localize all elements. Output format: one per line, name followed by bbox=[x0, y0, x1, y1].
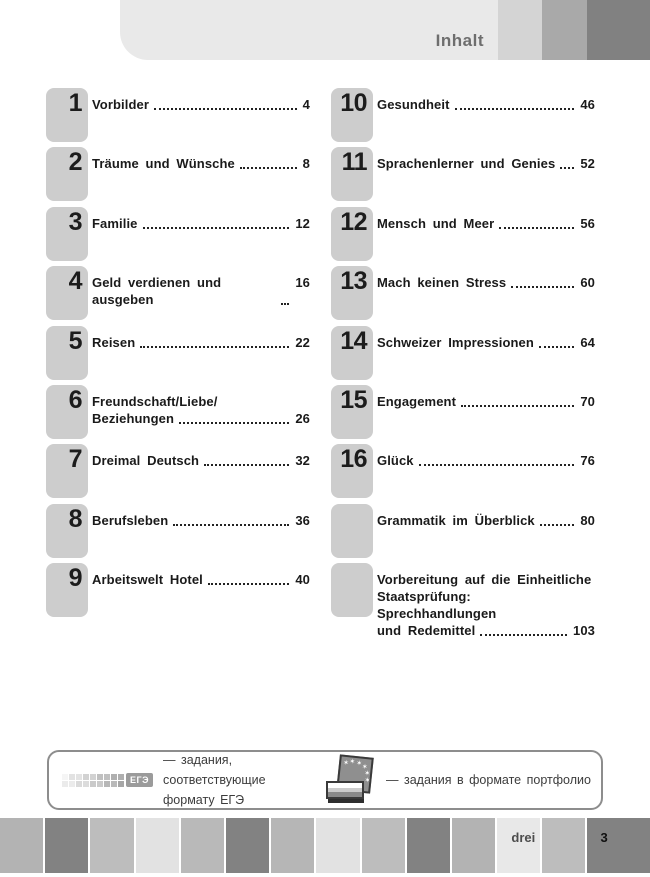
chapter-number: 8 bbox=[68, 504, 82, 533]
toc-entry bbox=[46, 266, 310, 320]
star-icon: ✶ bbox=[355, 760, 363, 768]
dotted-leader bbox=[240, 167, 297, 169]
footer-decor-block bbox=[0, 818, 43, 873]
toc-entry-title: Gesundheit bbox=[377, 97, 450, 112]
toc-entry-title: und Redemittel bbox=[377, 623, 476, 639]
portfolio-icon bbox=[326, 755, 378, 805]
toc-entry-text bbox=[377, 444, 595, 498]
toc-entry-title: Vorbilder bbox=[92, 97, 150, 112]
page-number: 60 bbox=[580, 275, 595, 291]
chapter-number: 14 bbox=[340, 326, 367, 355]
ege-pixel bbox=[90, 774, 96, 780]
ege-pixel bbox=[69, 781, 75, 787]
toc-entry-title: Glück bbox=[377, 453, 414, 469]
page-number: 36 bbox=[295, 512, 310, 528]
toc-entry-title: Träume und Wünsche bbox=[92, 156, 235, 172]
chapter-badge bbox=[46, 88, 88, 142]
chapter-badge bbox=[331, 563, 373, 617]
toc-entry-title: Geld verdienen und ausgeben bbox=[92, 275, 222, 308]
footer-decor-block bbox=[316, 818, 359, 873]
chapter-badge bbox=[331, 88, 373, 142]
toc-entry bbox=[46, 207, 310, 261]
ege-pixel bbox=[111, 781, 117, 787]
legend-ege-line1: — задания, соответствующие bbox=[163, 753, 266, 787]
chapter-badge bbox=[331, 147, 373, 201]
toc-entry-text bbox=[377, 385, 595, 439]
star-icon: ✶ bbox=[342, 759, 350, 768]
chapter-badge bbox=[46, 326, 88, 380]
ege-pixel bbox=[97, 774, 103, 780]
toc-entry-title: Reisen bbox=[92, 334, 136, 350]
toc-column-right bbox=[331, 88, 595, 639]
legend-ege-line2: формату ЕГЭ bbox=[163, 793, 245, 807]
toc-entry-text bbox=[92, 147, 310, 201]
ege-pixel bbox=[118, 781, 124, 787]
footer-decor-block bbox=[136, 818, 179, 873]
chapter-number: 5 bbox=[68, 326, 82, 355]
dotted-leader bbox=[281, 303, 289, 305]
page-number: 26 bbox=[295, 410, 310, 426]
toc-entry bbox=[331, 147, 595, 201]
star-icon: ✶ bbox=[348, 758, 356, 766]
toc-entry-text bbox=[377, 147, 595, 201]
toc-entry-title: Sprachenlerner und Genies bbox=[377, 156, 556, 172]
legend-ege bbox=[49, 750, 325, 810]
footer-decor-block bbox=[181, 818, 224, 873]
page-number: 103 bbox=[573, 623, 595, 639]
chapter-number: 10 bbox=[340, 89, 367, 117]
dotted-leader bbox=[154, 108, 297, 110]
dotted-leader bbox=[173, 524, 289, 526]
dotted-leader bbox=[419, 464, 575, 466]
page-number: 22 bbox=[295, 334, 310, 350]
toc-entry-text bbox=[92, 326, 310, 380]
toc-entry-title: Staatsprüfung: Sprechhandlungen bbox=[377, 589, 497, 622]
chapter-number: 12 bbox=[340, 207, 367, 236]
ege-badge: ЕГЭ bbox=[126, 773, 153, 787]
toc-entry-title: Familie bbox=[92, 215, 138, 231]
page-number: 40 bbox=[295, 572, 310, 588]
toc-entry bbox=[331, 444, 595, 498]
dotted-leader bbox=[539, 346, 574, 348]
dotted-leader bbox=[204, 464, 289, 466]
toc-entry-text bbox=[377, 88, 595, 142]
toc-entry-text bbox=[92, 266, 310, 320]
toc-entry bbox=[331, 563, 595, 639]
ege-pixel bbox=[111, 774, 117, 780]
chapter-number: 6 bbox=[68, 385, 82, 414]
ege-pixel bbox=[69, 774, 75, 780]
ege-pixel bbox=[83, 781, 89, 787]
chapter-number: 7 bbox=[68, 445, 82, 474]
dotted-leader bbox=[208, 583, 289, 585]
ege-pixel bbox=[104, 774, 110, 780]
chapter-number: 2 bbox=[68, 148, 82, 177]
toc-entry bbox=[331, 504, 595, 558]
header-decor-block bbox=[498, 0, 542, 60]
toc-entry-title: Vorbereitung auf die Einheitliche bbox=[377, 572, 592, 588]
toc-entry-text bbox=[92, 504, 310, 558]
page-word: drei bbox=[511, 830, 536, 845]
toc-entry bbox=[46, 147, 310, 201]
chapter-badge bbox=[46, 385, 88, 439]
ege-pixel bbox=[97, 781, 103, 787]
toc-entry bbox=[331, 266, 595, 320]
ege-pixel bbox=[62, 774, 68, 780]
ege-pixel bbox=[76, 781, 82, 787]
footer-decor-block bbox=[90, 818, 133, 873]
chapter-badge bbox=[331, 444, 373, 498]
chapter-number: 15 bbox=[340, 385, 367, 414]
page-number-footer: 3 bbox=[600, 830, 608, 845]
toc-entry-title: Grammatik im Überblick bbox=[377, 512, 535, 528]
toc-entry-text bbox=[92, 444, 310, 498]
toc-entry-text bbox=[377, 504, 595, 558]
toc-entry-text bbox=[92, 88, 310, 142]
chapter-number: 13 bbox=[340, 267, 367, 296]
page-number: 32 bbox=[295, 453, 310, 469]
chapter-number: 1 bbox=[68, 89, 82, 117]
page-number: 64 bbox=[580, 334, 595, 350]
toc-entry bbox=[331, 88, 595, 142]
footer-decor-strip bbox=[0, 818, 650, 873]
striped-book-icon bbox=[326, 781, 364, 799]
chapter-badge bbox=[46, 444, 88, 498]
toc-entry-title: Engagement bbox=[377, 393, 457, 409]
toc-entry bbox=[46, 385, 310, 439]
chapter-badge bbox=[46, 266, 88, 320]
legend-ege-text bbox=[163, 750, 325, 810]
toc-entry-text bbox=[377, 326, 595, 380]
footer-decor-block bbox=[362, 818, 405, 873]
chapter-badge bbox=[331, 266, 373, 320]
chapter-badge bbox=[331, 385, 373, 439]
footer-decor-block bbox=[271, 818, 314, 873]
page-number: 8 bbox=[302, 156, 310, 172]
toc-entry-text bbox=[92, 385, 310, 439]
footer-decor-block bbox=[226, 818, 269, 873]
toc-column-left bbox=[46, 88, 310, 623]
chapter-number: 9 bbox=[68, 564, 82, 593]
chapter-badge bbox=[331, 326, 373, 380]
header-decor-block bbox=[587, 0, 650, 60]
page-number: 16 bbox=[295, 275, 310, 291]
toc-entry bbox=[46, 326, 310, 380]
star-icon: ✶ bbox=[361, 763, 368, 772]
page-number: 76 bbox=[580, 453, 595, 469]
toc-entry bbox=[46, 563, 310, 617]
chapter-badge bbox=[46, 563, 88, 617]
book-shadow bbox=[328, 799, 364, 803]
star-icon: ✶ bbox=[364, 777, 371, 785]
ege-pixel bbox=[104, 781, 110, 787]
footer-decor-block bbox=[452, 818, 495, 873]
ege-icon bbox=[62, 773, 153, 787]
toc-entry-title: Mach keinen Stress bbox=[377, 275, 507, 291]
toc-entry-title: Beziehungen bbox=[92, 410, 174, 426]
footer-decor-block bbox=[542, 818, 585, 873]
dotted-leader bbox=[461, 405, 574, 407]
chapter-badge bbox=[46, 207, 88, 261]
footer-decor-block bbox=[587, 818, 650, 873]
chapter-badge bbox=[46, 147, 88, 201]
toc-entry-text bbox=[377, 266, 595, 320]
legend-portfolio-text: — задания в формате портфолио bbox=[386, 773, 591, 787]
ege-pixel bbox=[62, 781, 68, 787]
toc-entry-title: Dreimal Deutsch bbox=[92, 453, 200, 469]
page-number: 4 bbox=[302, 97, 310, 112]
ege-pixel bbox=[76, 774, 82, 780]
chapter-number: 11 bbox=[341, 148, 367, 177]
toc-entry bbox=[331, 326, 595, 380]
toc-entry bbox=[46, 444, 310, 498]
ege-pixel bbox=[118, 774, 124, 780]
footer-decor-block bbox=[407, 818, 450, 873]
ege-pixel-fade bbox=[62, 774, 124, 787]
header-decor-blocks bbox=[498, 0, 650, 60]
chapter-number: 4 bbox=[68, 267, 82, 296]
page-number: 46 bbox=[580, 97, 595, 112]
page-number: 12 bbox=[295, 215, 310, 231]
toc-entry bbox=[46, 88, 310, 142]
dotted-leader bbox=[540, 524, 575, 526]
toc-entry-text bbox=[377, 207, 595, 261]
footer-decor-block bbox=[497, 818, 540, 873]
toc-entry-title: Arbeitswelt Hotel bbox=[92, 572, 203, 588]
toc-entry-text bbox=[92, 563, 310, 617]
chapter-badge bbox=[331, 207, 373, 261]
legend-portfolio bbox=[325, 755, 601, 805]
toc-entry-text bbox=[92, 207, 310, 261]
page-number: 70 bbox=[580, 393, 595, 409]
legend-box bbox=[47, 750, 603, 810]
toc-entry-title: Freundschaft/Liebe/ bbox=[92, 393, 218, 409]
star-icon: ✶ bbox=[363, 769, 371, 778]
dotted-leader bbox=[140, 346, 289, 348]
page-number: 52 bbox=[580, 156, 595, 172]
dotted-leader bbox=[499, 227, 574, 229]
chapter-badge bbox=[46, 504, 88, 558]
toc-entry-title: Berufsleben bbox=[92, 512, 169, 528]
dotted-leader bbox=[455, 108, 575, 110]
ege-pixel bbox=[83, 774, 89, 780]
page-title: Inhalt bbox=[435, 31, 484, 50]
toc-entry-title: Schweizer Impressionen bbox=[377, 334, 534, 350]
chapter-badge bbox=[331, 504, 373, 558]
page-number: 56 bbox=[580, 215, 595, 231]
toc-entry bbox=[46, 504, 310, 558]
dotted-leader bbox=[143, 227, 290, 229]
dotted-leader bbox=[511, 286, 574, 288]
chapter-number: 3 bbox=[68, 207, 82, 236]
dotted-leader bbox=[179, 422, 289, 424]
toc-entry-text bbox=[377, 563, 595, 639]
toc-entry bbox=[331, 385, 595, 439]
footer-decor-block bbox=[45, 818, 88, 873]
header-decor-block bbox=[542, 0, 587, 60]
toc-entry bbox=[331, 207, 595, 261]
chapter-number: 16 bbox=[340, 445, 367, 474]
ege-pixel bbox=[90, 781, 96, 787]
toc-entry-title: Mensch und Meer bbox=[377, 215, 495, 231]
dotted-leader bbox=[480, 634, 567, 636]
dotted-leader bbox=[560, 167, 574, 169]
page-number: 80 bbox=[580, 512, 595, 528]
